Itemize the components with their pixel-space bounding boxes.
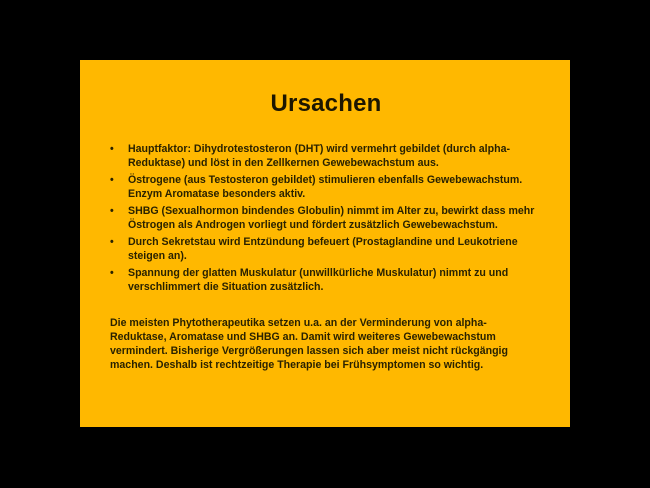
cause-bullet-list (110, 142, 542, 294)
bullet-item (110, 266, 542, 294)
bullet-icon: • (110, 174, 114, 186)
bullet-item (110, 173, 542, 201)
bullet-item (110, 204, 542, 232)
bullet-text: Östrogene (aus Testosteron gebildet) stimulieren ebenfalls Gewebewachstum. Enzym Aromatase besonders aktiv. (128, 174, 523, 200)
bullet-text: SHBG (Sexualhormon bindendes Globulin) nimmt im Alter zu, bewirkt dass mehr Östrogen als Androgen vorliegt und fördert zusätzlich Gewebewachstum. (128, 205, 535, 231)
bullet-text: Spannung der glatten Muskulatur (unwillkürliche Muskulatur) nimmt zu und verschlimmert die Situation zusätzlich. (128, 267, 509, 293)
bullet-text: Durch Sekretstau wird Entzündung befeuert (Prostaglandine und Leukotriene steigen an). (128, 236, 518, 262)
bullet-icon: • (110, 267, 114, 279)
bullet-icon: • (110, 205, 114, 217)
bullet-item (110, 235, 542, 263)
presentation-slide (80, 60, 570, 427)
summary-paragraph: Die meisten Phytotherapeutika setzen u.a. an der Verminderung von alpha-Reduktase, Aromatase und SHBG an. Damit wird weiteres Gewebewachstum vermindert. Bisherige Vergrößerungen lassen sich aber meist nicht rückgängig machen. Deshalb ist rechtzeitige Therapie bei Frühsymptomen so wichtig. (110, 317, 508, 371)
bullet-text: Hauptfaktor: Dihydrotestosteron (DHT) wird vermehrt gebildet (durch alpha-Reduktase) und löst in den Zellkernen Gewebewachstum aus. (128, 143, 510, 169)
bullet-icon: • (110, 236, 114, 248)
bullet-item (110, 142, 542, 170)
slide-title: Ursachen (270, 90, 382, 117)
bullet-icon: • (110, 143, 114, 155)
